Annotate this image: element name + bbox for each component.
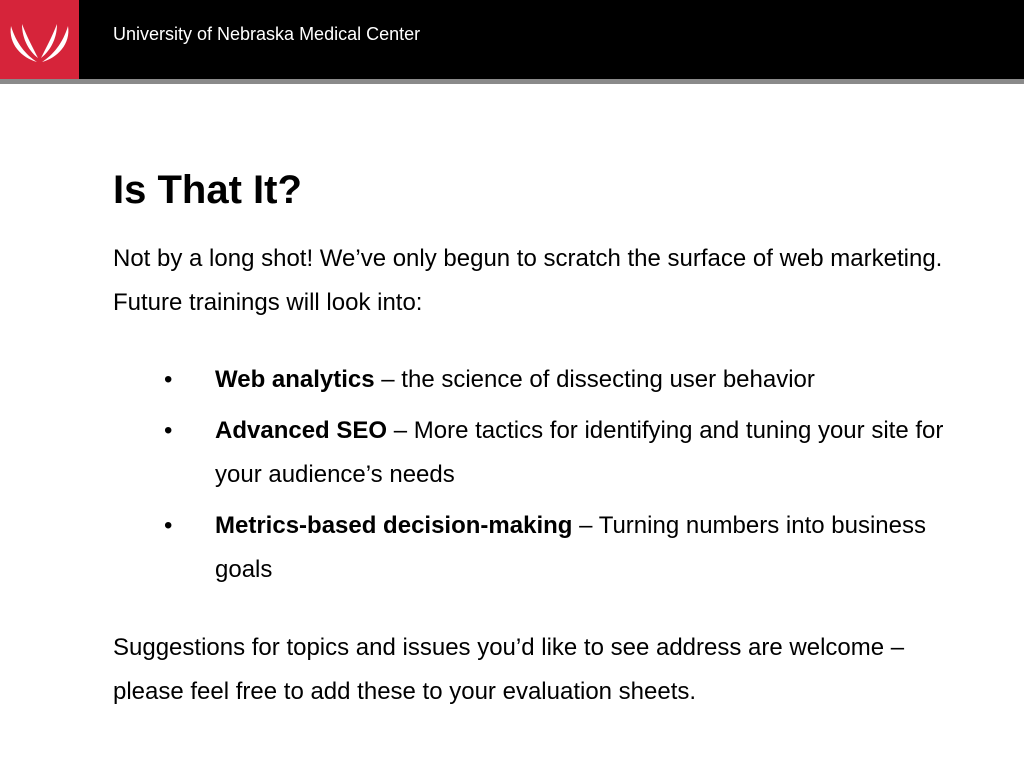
bullet-term: Web analytics [215, 366, 375, 393]
unmc-logo-icon [0, 0, 79, 79]
bullet-description: – Turning numbers into business goals [215, 512, 926, 583]
bullet-description: – More tactics for identifying and tuning your site for your audience’s needs [215, 417, 944, 488]
bullet-description: – the science of dissecting user behavior [374, 366, 815, 393]
list-item [0, 504, 955, 592]
bullet-marker: • [164, 366, 173, 393]
bullet-marker: • [164, 417, 173, 444]
closing-paragraph: Suggestions for topics and issues you’d like to see address are welcome – please feel free to add these to your evaluation sheets. [113, 634, 905, 705]
bullet-marker: • [164, 512, 173, 539]
org-name: University of Nebraska Medical Center [113, 24, 421, 44]
list-item [0, 358, 955, 402]
list-item [0, 409, 955, 497]
header-divider [0, 79, 1024, 84]
bullet-list [0, 358, 1024, 599]
slide-title: Is That It? [113, 168, 302, 212]
header-bar [0, 0, 1024, 79]
bullet-term: Advanced SEO [215, 417, 388, 444]
bullet-term: Metrics-based decision-making [215, 512, 573, 539]
intro-paragraph: Not by a long shot! We’ve only begun to scratch the surface of web marketing. Future trainings will look into: [113, 245, 943, 316]
